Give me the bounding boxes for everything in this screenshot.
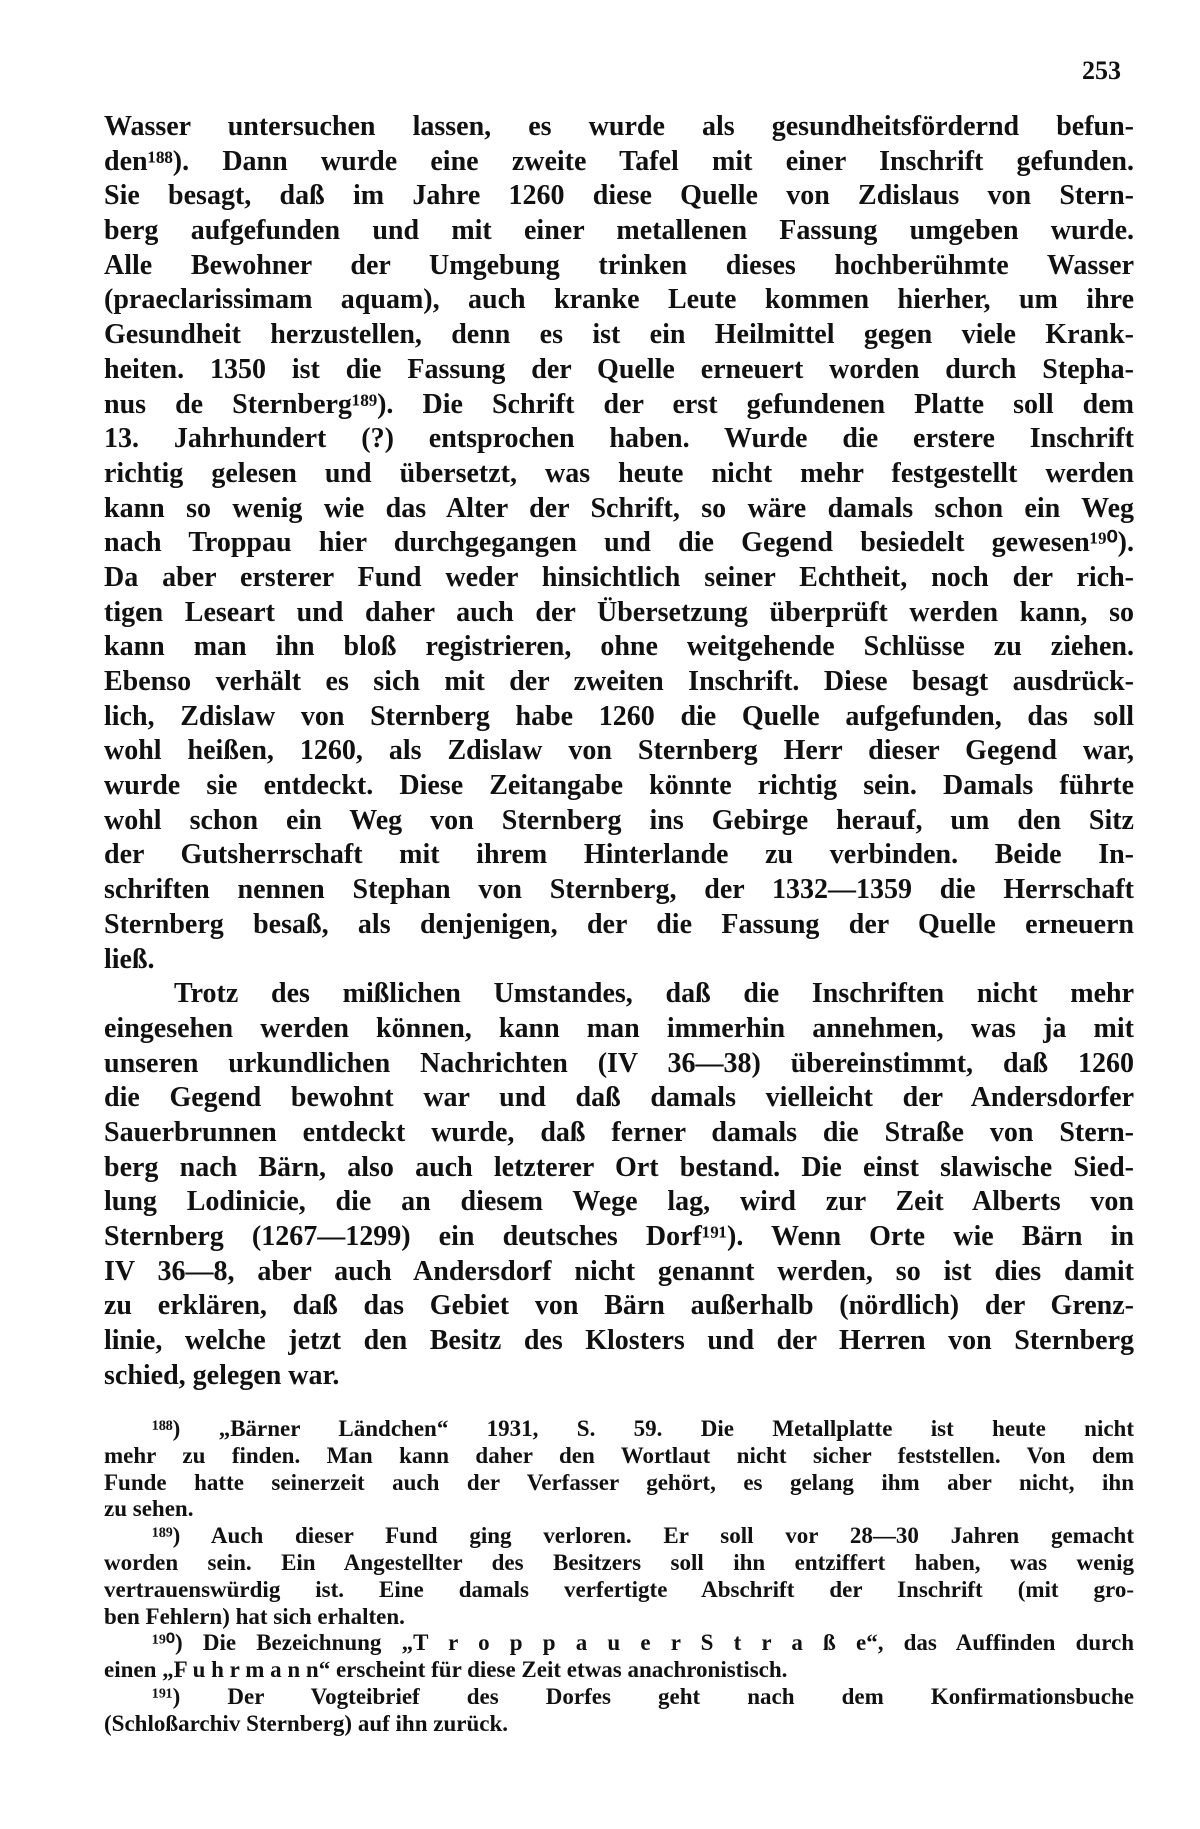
footnote-line: ¹⁹⁰) Die Bezeichnung „T r o p p a u e r S t r a ß e“, das Auffinden durch	[152, 1630, 1134, 1656]
body-line: Gesundheit herzustellen, denn es ist ein Heilmittel gegen viele Krank-	[104, 319, 1134, 351]
body-line: Sauerbrunnen entdeckt wurde, daß ferner damals die Straße von Stern-	[104, 1116, 1134, 1148]
footnote-line: ¹⁸⁹) Auch dieser Fund ging verloren. Er soll vor 28—30 Jahren gemacht	[152, 1523, 1134, 1549]
footnote-line: vertrauenswürdig ist. Eine damals verfertigte Abschrift der Inschrift (mit gro-	[104, 1576, 1134, 1602]
body-line: Trotz des mißlichen Umstandes, daß die Inschriften nicht mehr	[174, 978, 1134, 1010]
body-text	[104, 110, 1134, 1393]
body-line: richtig gelesen und übersetzt, was heute nicht mehr festgestellt werden	[104, 457, 1134, 489]
body-line: schied, gelegen war.	[104, 1359, 340, 1391]
body-line: tigen Leseart und daher auch der Übersetzung überprüft werden kann, so	[104, 596, 1134, 628]
body-line: nach Troppau hier durchgegangen und die Gegend besiedelt gewesen¹⁹⁰).	[104, 527, 1134, 559]
body-line: kann so wenig wie das Alter der Schrift, so wäre damals schon ein Weg	[104, 492, 1134, 524]
body-line: wohl heißen, 1260, als Zdislaw von Sternberg Herr dieser Gegend war,	[104, 735, 1134, 767]
footnote-line: zu sehen.	[104, 1496, 194, 1522]
body-line: den¹⁸⁸). Dann wurde eine zweite Tafel mit einer Inschrift gefunden.	[104, 145, 1134, 177]
footnote-line: mehr zu finden. Man kann daher den Wortlaut nicht sicher feststellen. Von dem	[104, 1442, 1134, 1468]
body-line: wurde sie entdeckt. Diese Zeitangabe könnte richtig sein. Damals führte	[104, 770, 1134, 802]
body-line: 13. Jahrhundert (?) entsprochen haben. Wurde die erstere Inschrift	[104, 423, 1134, 455]
body-line: zu erklären, daß das Gebiet von Bärn außerhalb (nördlich) der Grenz-	[104, 1290, 1134, 1322]
body-line: berg aufgefunden und mit einer metallenen Fassung umgeben wurde.	[104, 215, 1134, 247]
body-line: linie, welche jetzt den Besitz des Klosters und der Herren von Sternberg	[104, 1325, 1134, 1357]
page-number: 253	[1082, 56, 1121, 85]
body-line: die Gegend bewohnt war und daß damals vielleicht der Andersdorfer	[104, 1082, 1134, 1114]
body-line: Alle Bewohner der Umgebung trinken dieses hochberühmte Wasser	[104, 249, 1134, 281]
body-line: lung Lodinicie, die an diesem Wege lag, wird zur Zeit Alberts von	[104, 1186, 1134, 1218]
footnote-line: Funde hatte seinerzeit auch der Verfasser gehört, es gelang ihm aber nicht, ihn	[104, 1469, 1134, 1495]
footnote-line: worden sein. Ein Angestellter des Besitzers soll ihn entziffert haben, was wenig	[104, 1549, 1134, 1575]
body-line: Sternberg besaß, als denjenigen, der die Fassung der Quelle erneuern	[104, 908, 1134, 940]
body-line: eingesehen werden können, kann man immerhin annehmen, was ja mit	[104, 1012, 1134, 1044]
body-line: Wasser untersuchen lassen, es wurde als gesundheitsfördernd befun-	[104, 111, 1134, 142]
body-line: kann man ihn bloß registrieren, ohne weitgehende Schlüsse zu ziehen.	[104, 631, 1134, 663]
body-line: (praeclarissimam aquam), auch kranke Leute kommen hierher, um ihre	[104, 284, 1134, 316]
footnote-line: ¹⁸⁸) „Bärner Ländchen“ 1931, S. 59. Die Metallplatte ist heute nicht	[152, 1416, 1134, 1441]
body-line: heiten. 1350 ist die Fassung der Quelle erneuert worden durch Stepha-	[104, 353, 1134, 385]
body-line: nus de Sternberg¹⁸⁹). Die Schrift der erst gefundenen Platte soll dem	[104, 388, 1134, 420]
footnote-line: ben Fehlern) hat sich erhalten.	[104, 1603, 405, 1629]
body-line: wohl schon ein Weg von Sternberg ins Gebirge herauf, um den Sitz	[104, 804, 1134, 836]
body-line: lich, Zdislaw von Sternberg habe 1260 die Quelle aufgefunden, das soll	[104, 700, 1134, 732]
body-line: schriften nennen Stephan von Sternberg, der 1332—1359 die Herrschaft	[104, 874, 1134, 906]
footnotes	[104, 1416, 1134, 1738]
body-line: Ebenso verhält es sich mit der zweiten Inschrift. Diese besagt ausdrück-	[104, 666, 1134, 697]
body-line: Sie besagt, daß im Jahre 1260 diese Quelle von Zdislaus von Stern-	[104, 180, 1134, 212]
body-line: berg nach Bärn, also auch letzterer Ort bestand. Die einst slawische Sied-	[104, 1151, 1134, 1183]
footnote-line: einen „F u h r m a n n“ erscheint für diese Zeit etwas anachronistisch.	[104, 1657, 788, 1683]
body-line: Sternberg (1267—1299) ein deutsches Dorf¹⁹¹). Wenn Orte wie Bärn in	[104, 1221, 1134, 1252]
body-line: der Gutsherrschaft mit ihrem Hinterlande zu verbinden. Beide In-	[104, 839, 1134, 871]
footnote-line: (Schloßarchiv Sternberg) auf ihn zurück.	[104, 1710, 509, 1736]
body-line: unseren urkundlichen Nachrichten (IV 36—38) übereinstimmt, daß 1260	[104, 1047, 1134, 1079]
body-line: IV 36—8, aber auch Andersdorf nicht genannt werden, so ist dies damit	[104, 1255, 1134, 1287]
body-line: ließ.	[104, 943, 155, 975]
body-line: Da aber ersterer Fund weder hinsichtlich seiner Echtheit, noch der rich-	[104, 561, 1134, 593]
footnote-line: ¹⁹¹) Der Vogteibrief des Dorfes geht nach dem Konfirmationsbuche	[152, 1683, 1134, 1709]
